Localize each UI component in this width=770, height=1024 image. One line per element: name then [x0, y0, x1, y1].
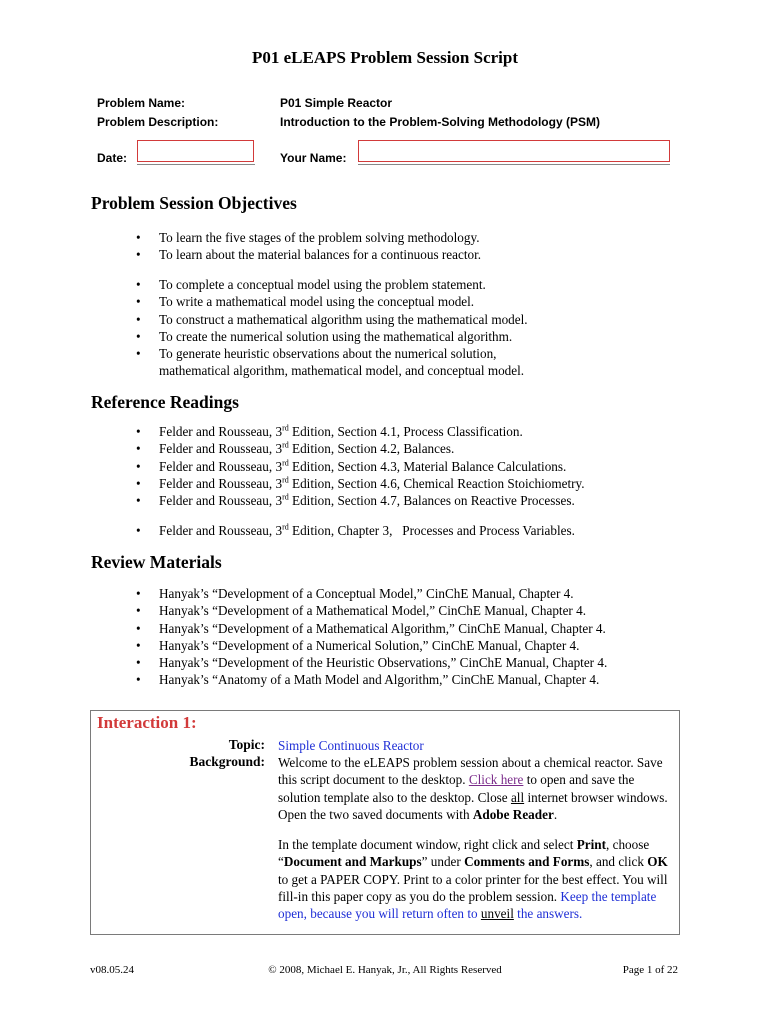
list-item — [159, 475, 585, 492]
text-all: all — [510, 789, 525, 805]
list-item: • To learn about the material balances for a continuous reactor. — [159, 246, 481, 263]
text: Welcome to the eLEAPS problem session about a chemical reactor. Save this script document to the desktop. — [278, 755, 663, 788]
list-item — [159, 458, 585, 475]
problem-description-label: Problem Description: — [97, 115, 219, 129]
list-item: • Hanyak’s “Development of a Conceptual Model,” CinChE Manual, Chapter 4. — [159, 585, 607, 602]
problem-name-label: Problem Name: — [97, 96, 186, 110]
topic-label: Topic: — [228, 737, 265, 752]
reading-prefix: Felder and Rousseau, 3 — [159, 523, 283, 538]
reading-sup: rd — [282, 522, 289, 532]
topic-value: Simple Continuous Reactor — [278, 738, 424, 753]
text-unveil: unveil — [480, 906, 514, 922]
problem-name-value: P01 Simple Reactor — [280, 96, 393, 110]
objectives-list-1 — [159, 229, 481, 264]
page-title: P01 eLEAPS Problem Session Script — [251, 48, 519, 67]
click-here-link[interactable]: Click here — [468, 772, 524, 788]
list-item-line-2: mathematical algorithm, mathematical model, and conceptual model. — [159, 363, 525, 379]
readings-list — [159, 423, 585, 509]
review-list — [159, 585, 607, 689]
review-heading: Review Materials — [91, 552, 222, 572]
text-ok: OK — [647, 854, 668, 870]
text: In the template document window, right click and select — [278, 837, 577, 852]
your-name-label: Your Name: — [280, 151, 347, 165]
your-name-underline — [358, 164, 670, 165]
reading-sup: rd — [282, 423, 289, 433]
background-paragraph-2 — [278, 836, 673, 922]
text: . — [553, 806, 558, 822]
list-item: • Hanyak’s “Anatomy of a Math Model and Algorithm,” CinChE Manual, Chapter 4. — [159, 671, 607, 688]
objectives-heading: Problem Session Objectives — [91, 193, 297, 213]
reading-sup: rd — [282, 458, 289, 468]
list-item: • Hanyak’s “Development of a Mathematical Model,” CinChE Manual, Chapter 4. — [159, 602, 607, 619]
reading-prefix: Felder and Rousseau, 3 — [159, 458, 283, 474]
reading-sup: rd — [282, 492, 289, 502]
list-item — [159, 440, 585, 457]
text-adobe-reader: Adobe Reader — [472, 806, 554, 822]
reading-prefix: Felder and Rousseau, 3 — [159, 475, 283, 491]
reading-sup: rd — [282, 440, 289, 450]
date-label: Date: — [97, 151, 128, 165]
reading-sup: rd — [282, 475, 289, 485]
background-paragraph-1 — [278, 754, 673, 823]
list-item: • Hanyak’s “Development of a Mathematical Algorithm,” CinChE Manual, Chapter 4. — [159, 620, 607, 637]
background-label: Background: — [189, 754, 265, 769]
your-name-field[interactable] — [358, 140, 670, 162]
list-item: • To construct a mathematical algorithm using the mathematical model. — [159, 311, 528, 328]
readings-list-2 — [159, 522, 575, 539]
text: ” under — [421, 854, 465, 870]
list-item: • To learn the five stages of the problem solving methodology. — [159, 229, 481, 246]
reading-text: Edition, Section 4.7, Balances on Reactive Processes. — [288, 493, 575, 509]
text: internet browser windows. Open the two saved documents with — [278, 789, 668, 822]
footer-version: v08.05.24 — [90, 964, 134, 976]
list-item-line-1: To generate heuristic observations about the numerical solution, — [159, 346, 497, 362]
reading-text: Edition, Section 4.1, Process Classification. — [288, 424, 523, 439]
text: , and click — [589, 854, 648, 870]
interaction-title: Interaction 1: — [97, 713, 197, 732]
list-item: • Hanyak’s “Development of the Heuristic Observations,” CinChE Manual, Chapter 4. — [159, 654, 607, 671]
list-item: • To create the numerical solution using the mathematical algorithm. — [159, 328, 528, 345]
text: to open and save the solution template also to the desktop. Close — [278, 772, 635, 805]
date-underline — [137, 164, 255, 165]
footer-page: Page 1 of 22 — [622, 964, 678, 976]
text-blue: Keep the template open, because you will return often to — [278, 888, 657, 922]
reading-text: Edition, Section 4.3, Material Balance Calculations. — [288, 458, 567, 474]
reading-text: Edition, Chapter 3, Processes and Process Variables. — [288, 523, 575, 538]
list-item — [159, 492, 585, 509]
reading-prefix: Felder and Rousseau, 3 — [159, 493, 283, 509]
footer-copyright: © 2008, Michael E. Hanyak, Jr., All Rights Reserved — [268, 964, 502, 976]
list-item: • To write a mathematical model using the conceptual model. — [159, 293, 528, 310]
text: to get a PAPER COPY. Print to a color printer for the best effect. You will fill-in this paper copy as you do the problem session. — [278, 871, 668, 904]
text-document-markups: Document and Markups — [283, 854, 422, 870]
list-item — [159, 345, 528, 380]
text-print: Print — [576, 837, 607, 852]
objectives-list-2 — [159, 276, 528, 380]
readings-heading: Reference Readings — [91, 392, 239, 412]
text: , choose “ — [278, 837, 650, 870]
reading-prefix: Felder and Rousseau, 3 — [159, 424, 283, 439]
text-comments-forms: Comments and Forms — [464, 854, 590, 870]
problem-description-value: Introduction to the Problem-Solving Methodology (PSM) — [280, 115, 600, 129]
list-item — [159, 522, 575, 539]
reading-text: Edition, Section 4.6, Chemical Reaction Stoichiometry. — [288, 475, 585, 491]
list-item: • To complete a conceptual model using the problem statement. — [159, 276, 528, 293]
text-blue: the answers. — [513, 906, 583, 922]
date-field[interactable] — [137, 140, 254, 162]
list-item: • Hanyak’s “Development of a Numerical Solution,” CinChE Manual, Chapter 4. — [159, 637, 607, 654]
list-item — [159, 423, 585, 440]
reading-text: Edition, Section 4.2, Balances. — [288, 441, 455, 457]
reading-prefix: Felder and Rousseau, 3 — [159, 441, 283, 457]
